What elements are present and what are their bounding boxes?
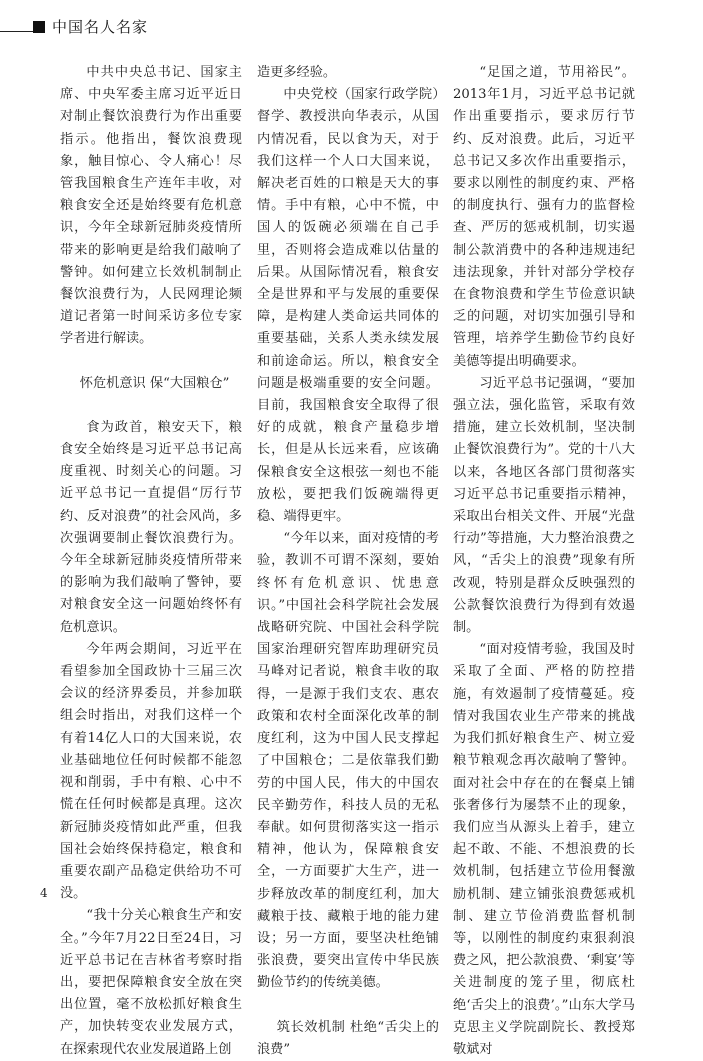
page-number: 4 (40, 886, 48, 900)
paragraph: 中共中央总书记、国家主席、中央军委主席习近平近日对制止餐饮浪费行为作出重要指示。他指出，餐饮浪费现象，触目惊心、令人痛心！尽管我国粮食生产连年丰收，对粮食安全还是始终要有危机意识，今年全球新冠肺炎疫情所带来的影响更是给我们敲响了警钟。如何建立长效机制制止餐饮浪费行为，人民网理论频道记者第一时间采访多位专家学者进行解读。 (60, 65, 242, 347)
section-heading: 筑长效机制 杜绝“舌尖上的浪费” (257, 1019, 439, 1057)
paragraph: “我十分关心粮食生产和安全。”今年7月22日至24日，习近平总书记在吉林省考察时指出，要把保障粮食安全放在突出位置，毫不放松抓好粮食生产，加快转变农业发展方式，在探索现代农业发展道路上创 (60, 908, 242, 1057)
running-header-title: 中国名人名家 (52, 18, 149, 36)
column-2 (257, 62, 439, 1061)
paragraph: “面对疫情考验，我国及时采取了全面、严格的防控措施，有效遏制了疫情蔓延。疫情对我国农业生产带来的挑战为我们抓好粮食生产、树立爱粮节粮观念再次敲响了警钟。面对社会中存在的在餐桌上铺张奢侈行为屡禁不止的现象，我们应当从源头上着手，建立起不敢、不能、不想浪费的长效机制，包括建立节俭用餐激励机制、建立铺张浪费惩戒机制、建立节俭消费监督机制等，以刚性的制度约束狠刹浪费之风，把公款浪费、‘剩宴’等关进制度的笼子里，彻底杜绝‘舌尖上的浪费’。”山东大学马克思主义学院副院长、教授郑敬斌对 (453, 642, 635, 1057)
paragraph: 今年两会期间，习近平在看望参加全国政协十三届三次会议的经济界委员，并参加联组会时指出，对我们这样一个有着14亿人口的大国来说，农业基础地位任何时候都不能忽视和削弱，手中有粮、心中不慌在任何时候都是真理。这次新冠肺炎疫情如此严重，但我国社会始终保持稳定，粮食和重要农副产品稳定供给功不可没。 (60, 641, 242, 902)
header-square-icon (33, 21, 45, 33)
paragraph: 食为政首，粮安天下，粮食安全始终是习近平总书记高度重视、时刻关心的问题。习近平总书记一直提倡“厉行节约、反对浪费”的社会风尚，多次强调要制止餐饮浪费行为。今年全球新冠肺炎疫情所带来的影响为我们敲响了警钟，要对粮食安全这一问题始终怀有危机意识。 (60, 419, 242, 635)
paragraph: “今年以来，面对疫情的考验，教训不可谓不深刻，要始终怀有危机意识、忧患意识。”中国社会科学院社会发展战略研究院、中国社会科学院国家治理研究智库助理研究员马峰对记者说，粮食丰收的取得，一是源于我们支农、惠农政策和农村全面深化改革的制度红利，这为中国人民支撑起了中国粮仓；二是依靠我们勤劳的中国人民，伟大的中国农民辛勤劳作，科技人员的无私奉献。如何贯彻落实这一指示精神，他认为，保障粮食安全，一方面要扩大生产，进一步释放改革的制度红利，加大藏粮于技、藏粮于地的能力建设；另一方面，要坚决杜绝铺张浪费，要突出宣传中华民族勤俭节约的传统美德。 (257, 531, 439, 991)
paragraph: 中央党校（国家行政学院）督学、教授洪向华表示，从国内情况看，民以食为天，对于我们这样一个人口大国来说，解决老百姓的口粮是天大的事情。手中有粮，心中不慌，中国人的饭碗必须端在自己手里，否则将会造成难以估量的后果。从国际情况看，粮食安全是世界和平与发展的重要保障，是构建人类命运共同体的重要基础，关系人类永续发展和前途命运。所以，粮食安全问题是极端重要的安全问题。目前，我国粮食安全取得了很好的成就，粮食产量稳步增长，但是从长远来看，应该确保粮食安全这根弦一刻也不能放松，要把我们饭碗端得更稳、端得更牢。 (257, 87, 439, 525)
section-heading: 怀危机意识 保“大国粮仓” (79, 375, 230, 391)
column-3 (453, 62, 635, 1061)
paragraph: “足国之道，节用裕民”。2013年1月，习近平总书记就作出重要指示，要求厉行节约、反对浪费。此后，习近平总书记又多次作出重要指示，要求以刚性的制度约束、严格的制度执行、强有力的监督检查、严厉的惩戒机制，切实遏制公款消费中的各种违规违纪违法现象，并针对部分学校存在食物浪费和学生节俭意识缺乏的问题，对切实加强引导和管理，培养学生勤俭节约良好美德等提出明确要求。 (453, 65, 635, 369)
paragraph-continued: 造更多经验。 (257, 65, 337, 80)
column-1 (60, 62, 242, 1061)
paragraph: 习近平总书记强调，“要加强立法，强化监管，采取有效措施，建立长效机制，坚决制止餐饮浪费行为”。党的十八大以来，各地区各部门贯彻落实习近平总书记重要指示精神，采取出台相关文件、开展“光盘行动”等措施，大力整治浪费之风，“舌尖上的浪费”现象有所改观，特别是群众反映强烈的公款餐饮浪费行为得到有效遏制。 (453, 375, 635, 636)
